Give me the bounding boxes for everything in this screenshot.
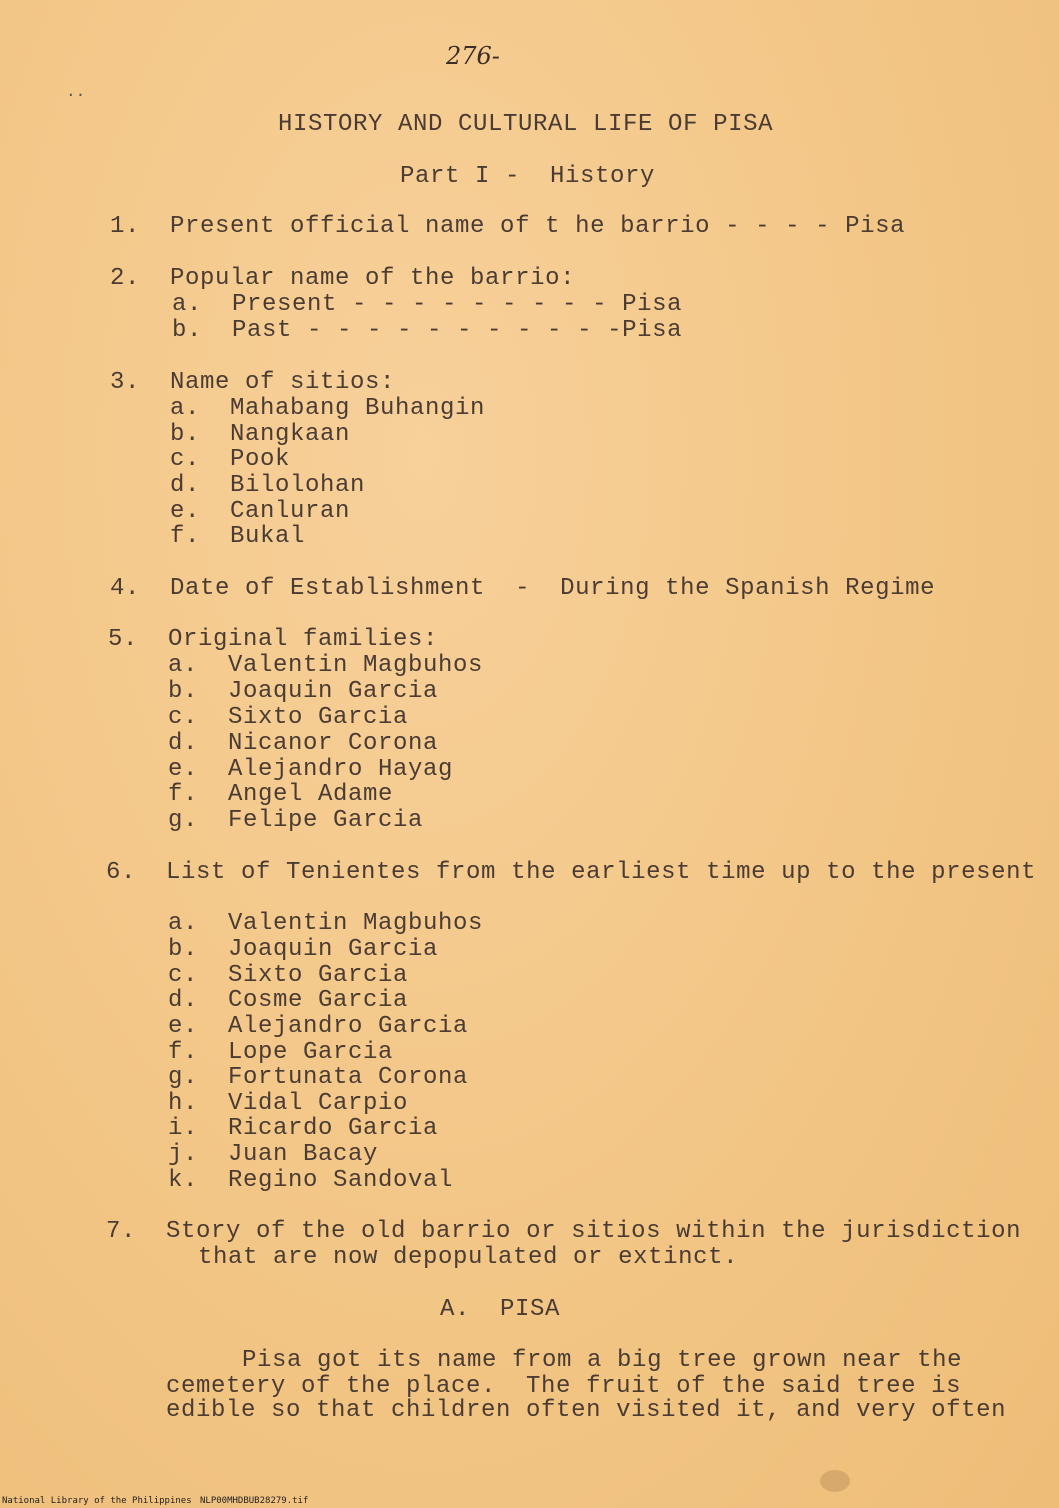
teniente-item: c. Sixto Garcia [168,962,409,989]
document-title: HISTORY AND CULTURAL LIFE OF PISA [278,111,774,138]
family-item: b. Joaquin Garcia [168,678,439,705]
section-heading: A. PISA [440,1296,561,1323]
teniente-item: f. Lope Garcia [168,1039,394,1066]
item-2-b: b. Past - - - - - - - - - - -Pisa [172,317,683,344]
item-1: 1. Present official name of t he barrio - - - - Pisa [110,213,906,240]
item-2-a: a. Present - - - - - - - - - Pisa [172,291,683,318]
paragraph-line: Pisa got its name from a big tree grown near the [242,1347,963,1374]
teniente-item: g. Fortunata Corona [168,1064,469,1091]
teniente-item: k. Regino Sandoval [168,1167,454,1194]
footer-library: National Library of the Philippines [2,1496,192,1506]
sitio-item: e. Canluran [170,498,351,525]
item-2-heading: 2. Popular name of the barrio: [110,265,576,292]
teniente-item: j. Juan Bacay [168,1141,379,1168]
stain-spot [820,1470,850,1492]
teniente-item: h. Vidal Carpio [168,1090,409,1117]
teniente-item: a. Valentin Magbuhos [168,910,484,937]
paragraph-line: cemetery of the place. The fruit of the said tree is [166,1373,962,1400]
family-item: d. Nicanor Corona [168,730,439,757]
page-number: 276- [446,42,500,70]
sitio-item: b. Nangkaan [170,421,351,448]
part-heading: Part I - History [400,163,656,190]
item-6-heading: 6. List of Tenientes from the earliest time up to the present [106,859,1037,886]
family-item: g. Felipe Garcia [168,807,424,834]
margin-marks: ·· [66,86,86,104]
teniente-item: d. Cosme Garcia [168,987,409,1014]
paragraph-line: edible so that children often visited it, and very often [166,1397,1007,1424]
item-7-line-1: 7. Story of the old barrio or sitios within the jurisdiction [106,1218,1022,1245]
item-5-heading: 5. Original families: [108,626,439,653]
item-3-heading: 3. Name of sitios: [110,369,396,396]
item-7-line-2: that are now depopulated or extinct. [198,1244,739,1271]
item-4: 4. Date of Establishment - During the Spanish Regime [110,575,936,602]
sitio-item: f. Bukal [170,523,306,550]
sitio-item: c. Pook [170,446,291,473]
family-item: a. Valentin Magbuhos [168,652,484,679]
footer-filename: NLP00MHDBUB28279.tif [200,1496,309,1506]
teniente-item: e. Alejandro Garcia [168,1013,469,1040]
sitio-item: a. Mahabang Buhangin [170,395,486,422]
teniente-item: b. Joaquin Garcia [168,936,439,963]
family-item: f. Angel Adame [168,781,394,808]
sitio-item: d. Bilolohan [170,472,366,499]
family-item: e. Alejandro Hayag [168,756,454,783]
teniente-item: i. Ricardo Garcia [168,1115,439,1142]
family-item: c. Sixto Garcia [168,704,409,731]
